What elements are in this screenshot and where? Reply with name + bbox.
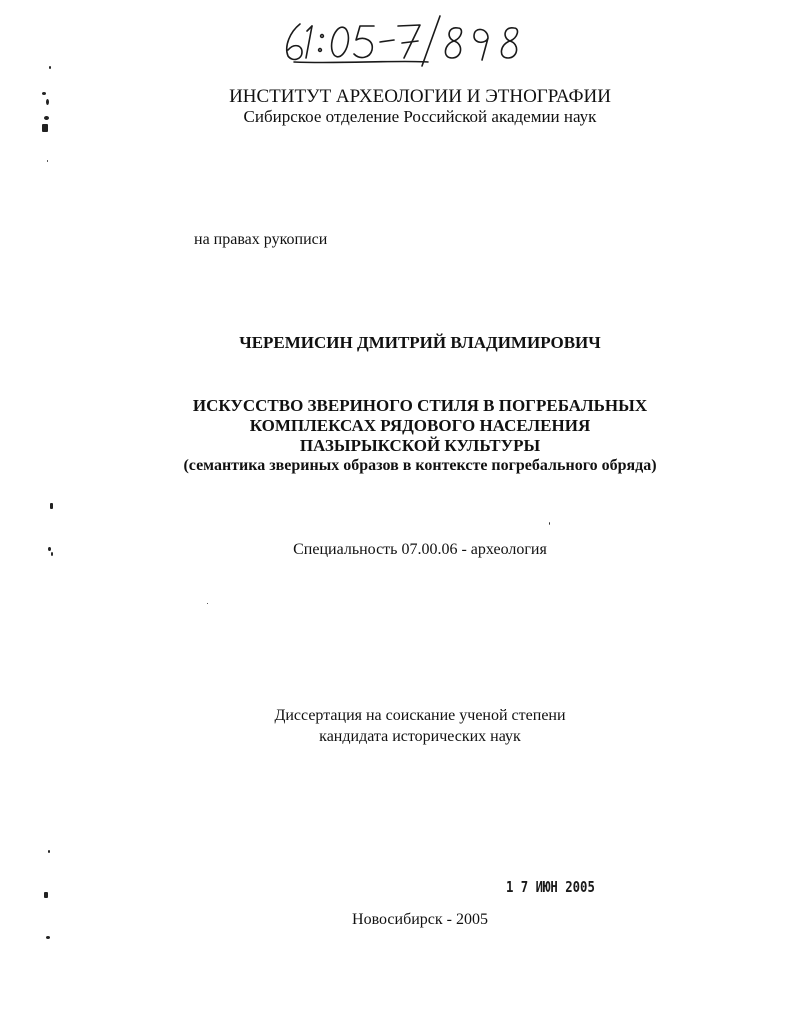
institute-subtitle: Сибирское отделение Российской академии наук bbox=[243, 107, 597, 126]
scan-artifact bbox=[49, 66, 51, 69]
manuscript-rights-note: на правах рукописи bbox=[194, 231, 328, 248]
scan-artifact bbox=[549, 522, 550, 525]
degree-statement-line-2: кандидата исторических наук bbox=[319, 728, 521, 745]
dissertation-subtitle: (семантика звериных образов в контексте погребального обряда) bbox=[183, 457, 657, 474]
scan-artifact bbox=[48, 850, 50, 853]
scan-artifact bbox=[207, 603, 208, 604]
handwritten-code-signature bbox=[278, 12, 538, 70]
city-year: Новосибирск - 2005 bbox=[352, 911, 488, 928]
scan-artifact bbox=[42, 92, 46, 95]
author-name: ЧЕРЕМИСИН ДМИТРИЙ ВЛАДИМИРОВИЧ bbox=[239, 333, 601, 352]
dissertation-title-line-2: КОМПЛЕКСАХ РЯДОВОГО НАСЕЛЕНИЯ bbox=[249, 416, 591, 435]
dissertation-title-line-3: ПАЗЫРЫКСКОЙ КУЛЬТУРЫ bbox=[299, 436, 541, 455]
scan-artifact bbox=[50, 503, 53, 509]
specialty: Специальность 07.00.06 - археология bbox=[293, 541, 547, 558]
scan-artifact bbox=[46, 99, 49, 105]
scan-artifact bbox=[51, 552, 53, 556]
scan-artifact bbox=[46, 936, 50, 939]
date-stamp: 1 7 ИЮН 2005 bbox=[506, 878, 595, 896]
institute-name: ИНСТИТУТ АРХЕОЛОГИИ И ЭТНОГРАФИИ bbox=[229, 86, 611, 107]
scan-artifact bbox=[47, 160, 48, 162]
scan-artifact bbox=[42, 124, 48, 132]
scan-artifact bbox=[44, 116, 49, 120]
scan-artifact bbox=[44, 892, 48, 898]
scan-artifact bbox=[48, 547, 51, 551]
dissertation-title-line-1: ИСКУССТВО ЗВЕРИНОГО СТИЛЯ В ПОГРЕБАЛЬНЫХ bbox=[192, 396, 648, 415]
degree-statement-line-1: Диссертация на соискание ученой степени bbox=[274, 707, 566, 724]
